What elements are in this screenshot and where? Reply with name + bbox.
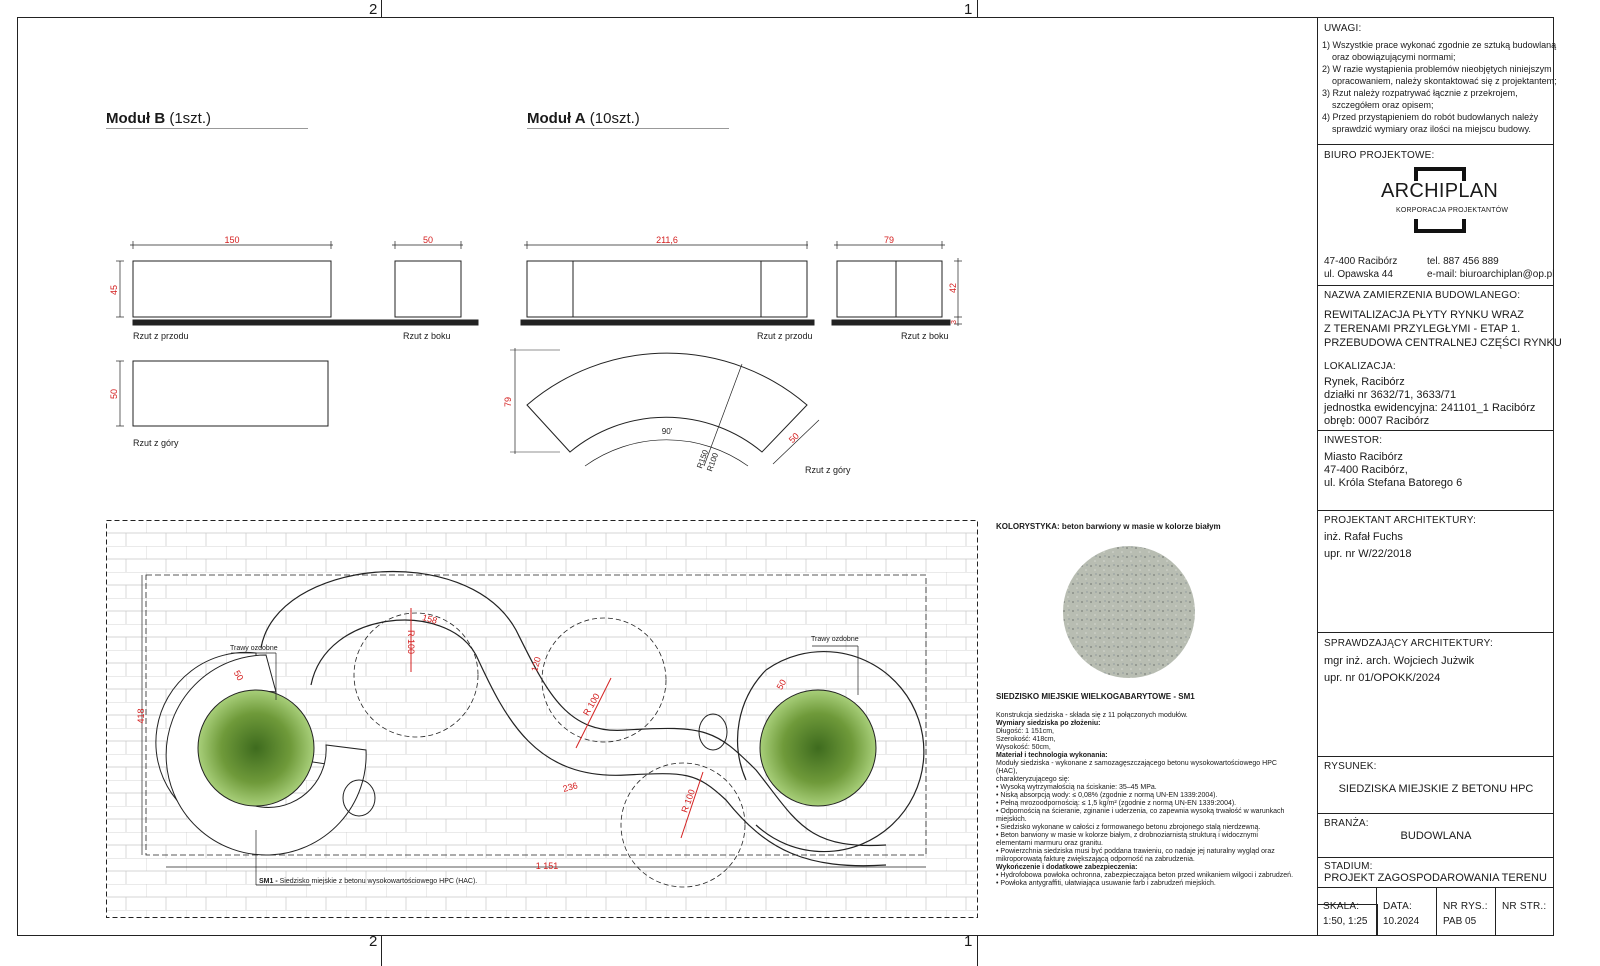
spec-heading: SIEDZISKO MIEJSKIE WIELKOGABARYTOWE - SM1 — [996, 692, 1195, 701]
tb-addr-street: ul. Opawska 44 — [1324, 269, 1393, 280]
site-plan — [106, 520, 978, 918]
spec-line: Szerokość: 418cm, — [996, 736, 1056, 743]
modul-a-dim-side: 79 — [883, 235, 895, 245]
tb-stadium-label: STADIUM: — [1324, 861, 1373, 872]
plan-dim-r100-b: R 100 — [581, 691, 602, 718]
spec-line: • Powłoka antygraffiti, ułatwiająca usuwanie farb i zabrudzeń miejskich. — [996, 880, 1216, 887]
spec-line: Długość: 1 151cm, — [996, 728, 1054, 735]
spec-line: charakteryzującego się: — [996, 776, 1070, 783]
plan-caption — [259, 878, 477, 885]
tb-sprawdzajacy-line: mgr inż. arch. Wojciech Jużwik — [1324, 655, 1475, 667]
frame-marker-bottom-right: 1 — [964, 933, 973, 950]
tb-tel: tel. 887 456 889 — [1427, 256, 1499, 267]
modul-b-label-front: Rzut z przodu — [133, 331, 189, 341]
plan-dim-50-right: 50 — [774, 677, 789, 692]
tb-nazwa-line: Z TERENAMI PRZYLEGŁYMI - ETAP 1. — [1324, 323, 1521, 335]
modul-a-label-front: Rzut z przodu — [757, 331, 813, 341]
tb-uwagi-list — [1322, 39, 1557, 135]
tb-nr-str-label: NR STR.: — [1502, 901, 1547, 912]
tb-projektant-label: PROJEKTANT ARCHITEKTURY: — [1324, 515, 1477, 526]
tb-nazwa-line: PRZEBUDOWA CENTRALNEJ CZĘŚCI RYNKU — [1324, 337, 1562, 349]
frame-tick-left-bottom — [381, 936, 382, 966]
spec-line: • Beton barwiony w masie w kolorze białym, z drobnoziarnistą strukturą i widocznymi — [996, 832, 1258, 839]
archiplan-logo-frame-top — [1414, 167, 1466, 181]
modul-a-label-side: Rzut z boku — [901, 331, 949, 341]
modul-b-top-view — [133, 361, 328, 426]
spec-line: Moduły siedziska - wykonane z samozagęszczającego betonu wysokowartościowego HPC (HAC), — [996, 760, 1277, 775]
modul-a-dim-small: 3 — [951, 320, 958, 324]
tb-lokalizacja-label: LOKALIZACJA: — [1324, 361, 1396, 372]
frame-marker-top-right: 1 — [964, 1, 973, 18]
frame-marker-bottom-left: 2 — [369, 933, 378, 950]
plan-dim-r100-c: R 100 — [679, 787, 697, 814]
module-drawings — [0, 0, 1000, 500]
modul-a-dim-r100: R100 — [705, 451, 721, 473]
tb-inwestor-label: INWESTOR: — [1324, 435, 1383, 446]
color-spec-heading: KOLORYSTYKA: beton barwiony w masie w kolorze białym — [996, 522, 1221, 531]
tb-email: e-mail: biuroarchiplan@op.pl — [1427, 269, 1555, 280]
tb-nr-rys-value: PAB 05 — [1443, 916, 1477, 927]
modul-a-top-view — [527, 353, 807, 452]
plan-dim-1151: 1 151 — [535, 861, 559, 871]
spec-line: mikroporowatą fakturę zwiększającą odporność na zabrudzenia. — [996, 856, 1195, 863]
modul-b-title: Moduł B — [106, 110, 166, 127]
tb-lokalizacja-line: jednostka ewidencyjna: 241101_1 Racibórz — [1324, 402, 1536, 414]
tb-rysunek — [1318, 756, 1554, 813]
tb-biuro-label: BIURO PROJEKTOWE: — [1324, 150, 1435, 161]
tb-nazwa-line: REWITALIZACJA PŁYTY RYNKU WRAZ — [1324, 309, 1524, 321]
modul-b-front-view — [133, 261, 331, 317]
spec-line: • Niską absorpcją wody: ≤ 0,08% (zgodnie z normą UN-EN 1339:2004). — [996, 792, 1218, 799]
plan-dim-236: 236 — [561, 780, 579, 794]
tb-rysunek-value: SIEDZISKA MIEJSKIE Z BETONU HPC — [1338, 783, 1534, 795]
spec-line: • Siedzisko wykonane w całości z formowanego betonu zbrojonego stalą nierdzewną. — [996, 824, 1261, 831]
tb-uwagi — [1318, 17, 1557, 144]
tb-uwagi-item: sprawdzić wymiary oraz ilości na miejscu budowy. — [1322, 124, 1531, 134]
modul-b-side-view — [395, 261, 461, 317]
tb-addr-city: 47-400 Racibórz — [1324, 256, 1398, 267]
tb-nazwa — [1318, 285, 1562, 430]
archiplan-logo-frame-bottom — [1414, 219, 1466, 233]
frame-tick-right-bottom — [977, 936, 978, 966]
plan-caption-text: Siedzisko miejskie z betonu wysokowartościowego HPC (HAC). — [277, 878, 478, 885]
tb-lokalizacja-line: Rynek, Racibórz — [1324, 376, 1405, 388]
tb-inwestor-line: 47-400 Racibórz, — [1324, 464, 1408, 476]
title-block — [1317, 17, 1562, 936]
tb-sprawdzajacy-label: SPRAWDZAJĄCY ARCHITEKTURY: — [1324, 638, 1493, 649]
modul-a-front-view — [527, 261, 807, 317]
tb-uwagi-label: UWAGI: — [1324, 23, 1362, 34]
spec-line: Materiał i technologia wykonania: — [996, 752, 1108, 759]
spec-line: Konstrukcja siedziska - składa się z 11 połączonych modułów. — [996, 712, 1188, 719]
tb-nr-rys-label: NR RYS.: — [1443, 901, 1488, 912]
tb-lokalizacja-line: obręb: 0007 Racibórz — [1324, 415, 1430, 427]
modul-a-dim-top-height: 79 — [503, 396, 513, 408]
tb-inwestor-line: Miasto Racibórz — [1324, 451, 1403, 463]
tb-uwagi-item: 3) Rzut należy rozpatrywać łącznie z przekrojem, — [1322, 88, 1518, 98]
plan-dim-r100-a: R 100 — [406, 629, 416, 655]
planter-left — [198, 690, 314, 806]
spec-line: miejskich. — [996, 816, 1027, 823]
plan-label-grass-left: Trawy ozdobne — [230, 645, 278, 652]
spec-list — [996, 712, 1296, 888]
tb-data-label: DATA: — [1383, 901, 1412, 912]
tb-projektant — [1318, 510, 1554, 632]
tb-uwagi-item: 1) Wszystkie prace wykonać zgodnie ze sztuką budowlaną — [1322, 40, 1557, 50]
tb-stadium-value: PROJEKT ZAGOSPODAROWANIA TERENU — [1324, 872, 1547, 884]
spec-line: • Odpornością na ścieranie, zginanie i uderzenia, co zapewnia wysoką trwałość w warunkach — [996, 808, 1285, 815]
planter-right — [760, 690, 876, 806]
tb-data-value: 10.2024 — [1383, 916, 1420, 927]
tb-inwestor — [1318, 430, 1554, 510]
modul-a-title: Moduł A — [527, 110, 586, 127]
tb-skala-value: 1:50, 1:25 — [1323, 916, 1368, 927]
frame-marker-top-left: 2 — [369, 1, 378, 18]
tb-sprawdzajacy-line: upr. nr 01/OPOKK/2024 — [1324, 672, 1441, 684]
modul-b-dim-side: 50 — [422, 235, 434, 245]
tb-nr-str-cell — [1496, 888, 1554, 936]
concrete-sample — [1062, 545, 1196, 679]
tb-data-cell — [1377, 888, 1437, 936]
modul-b-label-side: Rzut z boku — [403, 331, 451, 341]
spec-line: Wykończenie i dodatkowe zabezpieczenia: — [996, 864, 1138, 871]
archiplan-logo: ARCHIPLAN — [1381, 180, 1499, 202]
tb-uwagi-item: oraz obowiązującymi normami; — [1322, 52, 1456, 62]
tb-biuro — [1318, 144, 1554, 285]
spec-line: elementami marmuru oraz granitu. — [996, 840, 1103, 847]
tb-projektant-line: inż. Rafał Fuchs — [1324, 531, 1403, 543]
plan-dim-50-left: 50 — [231, 668, 246, 683]
spec-line: Wysokość: 50cm, — [996, 744, 1051, 751]
tb-uwagi-item: szczegółem oraz opisem; — [1322, 100, 1434, 110]
tb-inwestor-line: ul. Króla Stefana Batorego 6 — [1324, 477, 1463, 489]
modul-a-label-top: Rzut z góry — [805, 465, 851, 475]
tb-projektant-line: upr. nr W/22/2018 — [1324, 548, 1412, 560]
spec-line: • Wysoką wytrzymałością na ściskanie: 35–45 MPa. — [996, 784, 1157, 791]
modul-a-dim-height: 42 — [948, 282, 958, 294]
spec-line: Wymiary siedziska po złożeniu: — [996, 720, 1101, 727]
plan-dim-418: 418 — [136, 708, 146, 724]
tb-uwagi-item: 2) W razie wystąpienia problemów nieobjętych niniejszym — [1322, 64, 1552, 74]
modul-b-dim-top: 50 — [109, 388, 119, 400]
modul-b-dim-length: 150 — [224, 235, 240, 245]
modul-b-dim-height: 45 — [109, 284, 119, 296]
spec-line: • Powierzchnia siedziska musi być poddana trawieniu, co nadaje jej naturalny wygląd oraz — [996, 848, 1275, 855]
tb-uwagi-item: 4) Przed przystąpieniem do robót budowlanych należy — [1322, 112, 1539, 122]
tb-skala-label-2: SKALA: — [1323, 901, 1360, 912]
spec-line: • Hydrofobowa powłoka ochronna, zabezpieczająca beton przed wnikaniem wilgoci i zabrudzeń. — [996, 872, 1294, 879]
tb-uwagi-item: opracowaniem, należy skontaktować się z projektantem; — [1322, 76, 1557, 86]
tb-sprawdzajacy — [1318, 632, 1554, 756]
plan-label-grass-right: Trawy ozdobne — [811, 636, 859, 643]
modul-a-dim-width: 50 — [786, 430, 801, 445]
plan-caption-code: SM1 - — [259, 878, 278, 885]
tb-nazwa-label: NAZWA ZAMIERZENIA BUDOWLANEGO: — [1324, 290, 1521, 301]
modul-a-side-view — [837, 261, 942, 317]
modul-b-label-top: Rzut z góry — [133, 438, 179, 448]
modul-b-count: (1szt.) — [169, 110, 211, 127]
modul-a-dim-angle: 90' — [661, 427, 673, 436]
modul-a-dim-length: 211,6 — [656, 235, 678, 245]
tb-bottom-row — [1317, 887, 1554, 936]
tb-branza — [1318, 813, 1554, 857]
tb-branza-value: BUDOWLANA — [1400, 830, 1472, 842]
tb-lokalizacja-line: działki nr 3632/71, 3633/71 — [1324, 389, 1457, 401]
modul-a-dim-r150: R150 — [695, 448, 711, 470]
plan-dim-120: 120 — [529, 655, 543, 673]
spec-line: • Pełną mrozoodpornością: ≤ 1,5 kg/m² (zgodnie z normą UN-EN 1339:2004). — [996, 800, 1237, 807]
modul-a-count: (10szt.) — [589, 110, 640, 127]
tb-branza-label: BRANŻA: — [1324, 818, 1369, 829]
plan-dim-158: 158 — [421, 612, 439, 626]
tb-skala-cell — [1317, 888, 1377, 936]
tb-nr-rys-cell — [1437, 888, 1496, 936]
tb-rysunek-label: RYSUNEK: — [1324, 761, 1377, 772]
archiplan-logo-sub: KORPORACJA PROJEKTANTÓW — [1396, 207, 1509, 214]
